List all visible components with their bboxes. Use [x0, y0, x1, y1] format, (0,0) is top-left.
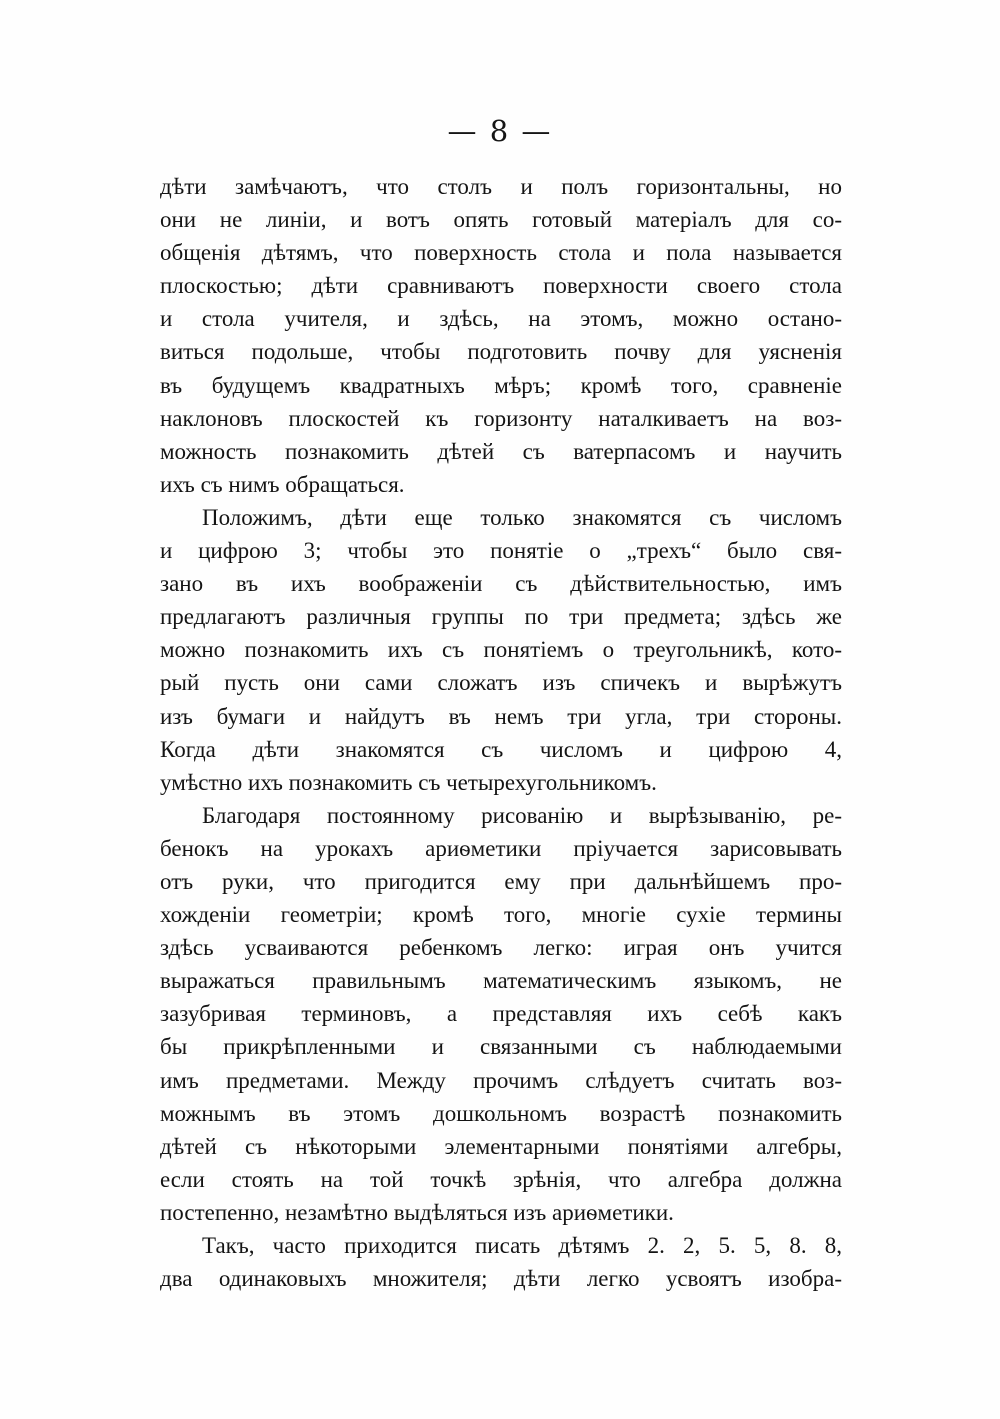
text-line: если стоять на той точкѣ зрѣнія, что алгебра должна: [160, 1166, 842, 1192]
text-line: два одинаковыхъ множителя; дѣти легко усвоятъ изобра-: [160, 1266, 842, 1292]
text-line: здѣсь усваиваются ребенкомъ легко: играя онъ учится: [160, 935, 842, 961]
text-line: имъ предметами. Между прочимъ слѣдуетъ считать воз-: [160, 1067, 842, 1093]
text-line: можно познакомить ихъ съ понятіемъ о треугольникѣ, кото-: [160, 637, 842, 663]
text-line: выражаться правильнымъ математическимъ языкомъ, не: [160, 968, 842, 994]
text-line: дѣтей съ нѣкоторыми элементарными понятіями алгебры,: [160, 1133, 842, 1159]
text-line: можность познакомить дѣтей съ ватерпасомъ и научить: [160, 438, 842, 464]
text-line: и стола учителя, и здѣсь, на этомъ, можно остано-: [160, 306, 842, 332]
text-line: и цифрою 3; чтобы это понятіе о „трехъ“ было свя-: [160, 538, 842, 564]
text-line: рый пусть они сами сложатъ изъ спичекъ и вырѣжутъ: [160, 670, 842, 696]
text-line: изъ бумаги и найдутъ въ немъ три угла, три стороны.: [160, 703, 842, 729]
text-line: хожденіи геометріи; кромѣ того, многіе сухіе термины: [160, 902, 842, 928]
paragraph-4: [160, 1229, 842, 1295]
text-line: наклоновъ плоскостей къ горизонту наталкиваетъ на воз-: [160, 405, 842, 431]
text-line: отъ руки, что пригодится ему при дальнѣйшемъ про-: [160, 868, 842, 894]
text-line: дѣти замѣчаютъ, что столъ и полъ горизонтальны, но: [160, 174, 842, 199]
text-line: плоскостью; дѣти сравниваютъ поверхности своего стола: [160, 273, 842, 299]
text-line: ихъ съ нимъ обращаться.: [160, 471, 405, 497]
text-line: постепенно, незамѣтно выдѣляться изъ ариѳметики.: [160, 1199, 674, 1225]
text-line: можнымъ въ этомъ дошкольномъ возрастѣ познакомить: [160, 1100, 842, 1126]
text-line: они не линіи, и вотъ опять готовый матеріалъ для со-: [160, 207, 842, 233]
text-line: виться подольше, чтобы подготовить почву для уясненія: [160, 339, 842, 365]
text-line: Такъ, часто приходится писать дѣтямъ 2. 2, 5. 5, 8. 8,: [202, 1233, 842, 1258]
body-text: [160, 170, 842, 1295]
page-number: — 8 —: [447, 114, 553, 148]
text-line: зазубривая терминовъ, а представляя ихъ себѣ какъ: [160, 1001, 842, 1027]
text-line: Благодаря постоянному рисованію и вырѣзыванію, ре-: [202, 802, 842, 828]
text-line: общенія дѣтямъ, что поверхность стола и пола называется: [160, 240, 842, 266]
text-line: бенокъ на урокахъ ариѳметики пріучается зарисовывать: [160, 835, 842, 861]
text-line: зано въ ихъ воображеніи съ дѣйствительностью, имъ: [160, 571, 842, 597]
paragraph-3: [160, 799, 842, 1229]
paragraph-1: [160, 170, 842, 501]
paragraph-2: [160, 501, 842, 799]
text-line: Положимъ, дѣти еще только знакомятся съ числомъ: [202, 504, 842, 530]
text-line: Когда дѣти знакомятся съ числомъ и цифрою 4,: [160, 736, 842, 762]
text-line: въ будущемъ квадратныхъ мѣръ; кромѣ того, сравненіе: [160, 372, 842, 398]
text-line: умѣстно ихъ познакомить съ четырехугольникомъ.: [160, 769, 657, 795]
text-line: предлагаютъ различныя группы по три предмета; здѣсь же: [160, 604, 842, 630]
text-line: бы прикрѣпленными и связанными съ наблюдаемыми: [160, 1034, 842, 1060]
